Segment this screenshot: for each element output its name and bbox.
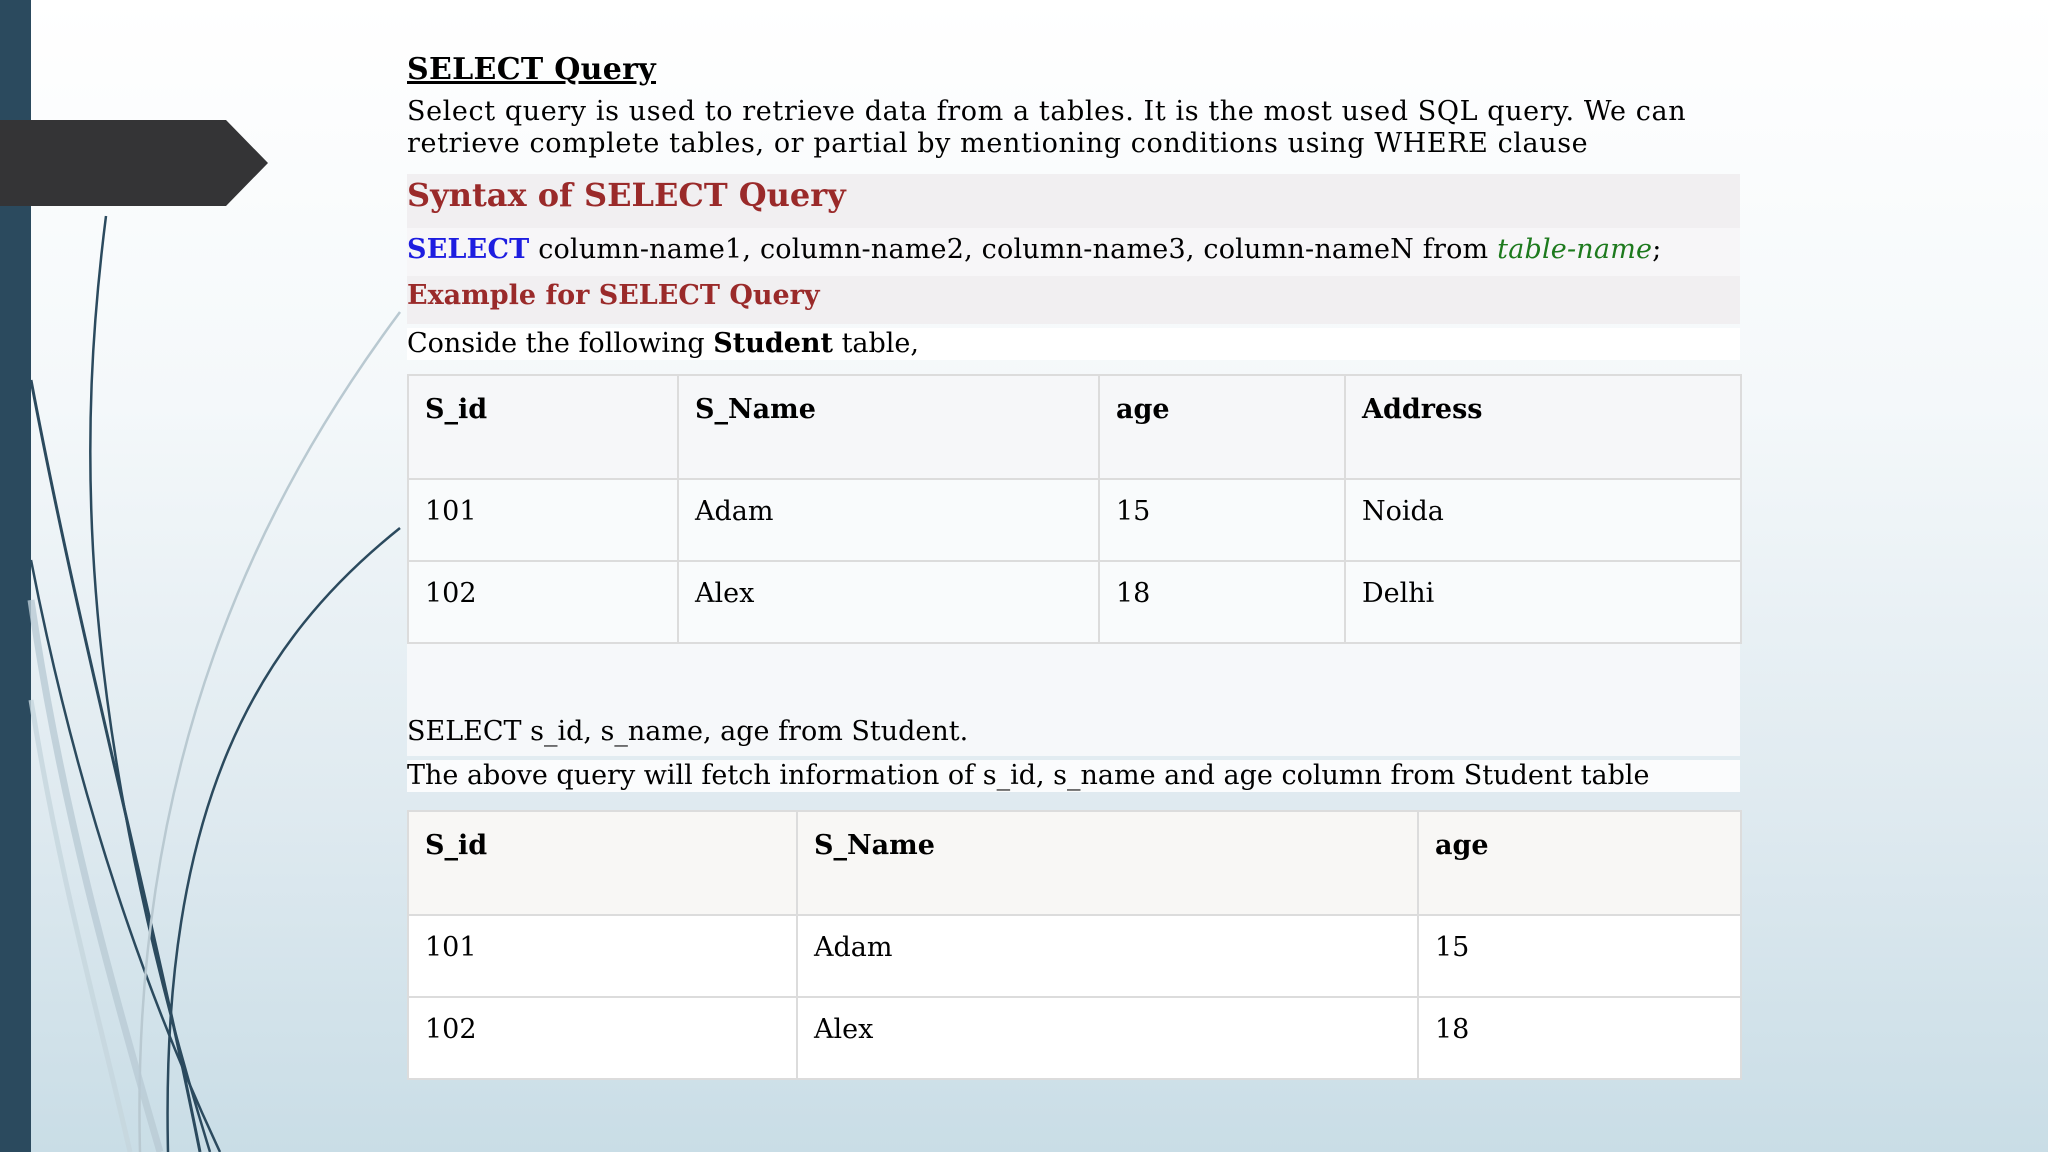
table-cell: 15 xyxy=(1418,915,1741,997)
example-query: SELECT s_id, s_name, age from Student. xyxy=(407,708,1740,756)
table-cell: 101 xyxy=(408,915,797,997)
table-cell: Delhi xyxy=(1345,561,1741,643)
syntax-table-name: table-name xyxy=(1497,234,1653,265)
header-cell: S_Name xyxy=(797,811,1418,915)
table-cell: 102 xyxy=(408,997,797,1079)
header-cell: age xyxy=(1418,811,1741,915)
table-row xyxy=(408,561,1741,643)
result-table xyxy=(407,810,1742,1080)
select-keyword: SELECT xyxy=(407,234,530,265)
table-cell: 101 xyxy=(408,479,678,561)
student-table xyxy=(407,374,1742,644)
header-cell: S_id xyxy=(408,375,678,479)
table-cell: 18 xyxy=(1418,997,1741,1079)
table-cell: Noida xyxy=(1345,479,1741,561)
table-cell: Adam xyxy=(797,915,1418,997)
page-title: SELECT Query xyxy=(407,52,657,87)
example-heading: Example for SELECT Query xyxy=(407,276,1740,324)
spacer-block xyxy=(407,644,1740,708)
syntax-columns: column-name1, column-name2, column-name3, column-nameN from xyxy=(529,234,1498,265)
table-row xyxy=(408,479,1741,561)
consider-table-name: Student xyxy=(713,328,833,359)
syntax-terminator: ; xyxy=(1652,234,1662,265)
header-cell: S_id xyxy=(408,811,797,915)
table-cell: 18 xyxy=(1099,561,1345,643)
table-cell: 15 xyxy=(1099,479,1345,561)
table-row xyxy=(408,997,1741,1079)
header-cell: S_Name xyxy=(678,375,1099,479)
syntax-heading: Syntax of SELECT Query xyxy=(407,174,1740,228)
pointer-tab-shape xyxy=(0,120,270,206)
table-cell: Alex xyxy=(678,561,1099,643)
consider-suffix: table, xyxy=(832,328,919,359)
table-header-row xyxy=(408,375,1741,479)
table-cell: Adam xyxy=(678,479,1099,561)
consider-line xyxy=(407,328,1740,360)
slide-content xyxy=(407,50,1740,1080)
table-cell: 102 xyxy=(408,561,678,643)
table-row xyxy=(408,915,1741,997)
header-cell: Address xyxy=(1345,375,1741,479)
syntax-statement xyxy=(407,228,1740,276)
intro-paragraph: Select query is used to retrieve data from a tables. It is the most used SQL query. We can retrieve complete tables, or partial by mentioning conditions using WHERE clause xyxy=(407,96,1687,159)
table-header-row xyxy=(408,811,1741,915)
query-description: The above query will fetch information of s_id, s_name and age column from Student table xyxy=(407,760,1740,792)
table-cell: Alex xyxy=(797,997,1418,1079)
header-cell: age xyxy=(1099,375,1345,479)
consider-prefix: Conside the following xyxy=(407,328,714,359)
